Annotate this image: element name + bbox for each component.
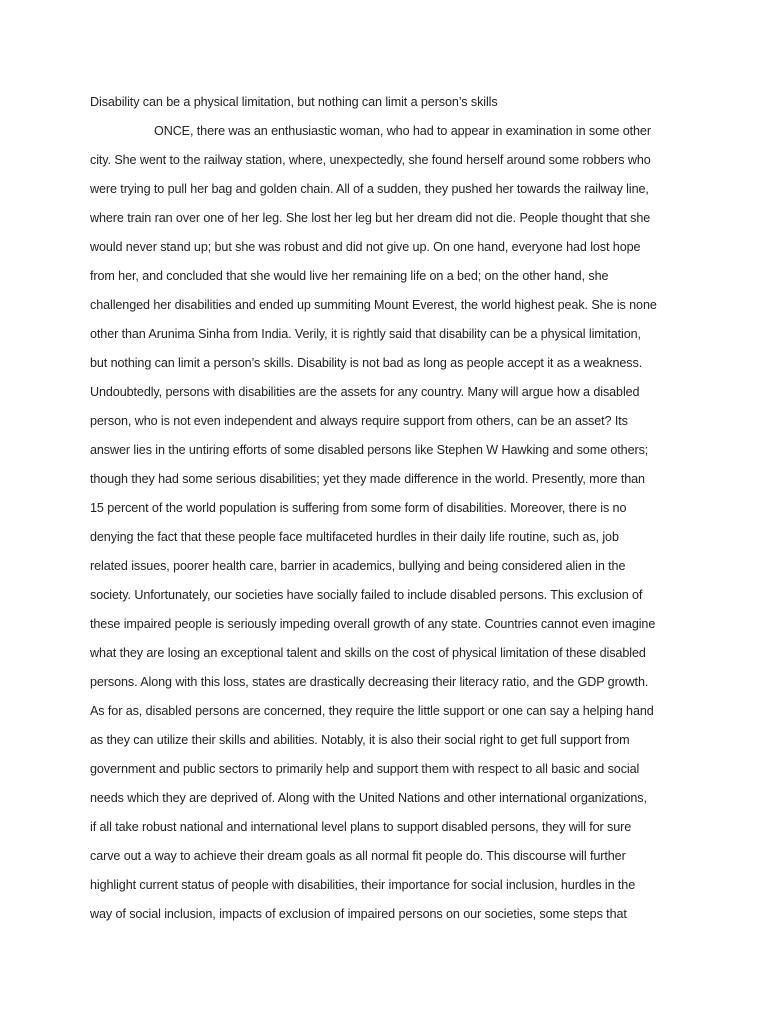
paragraph-line-19: what they are losing an exceptional talent and skills on the cost of physical limitation of these disabled [90,646,646,660]
paragraph-line-27: highlight current status of people with disabilities, their importance for social inclusion, hurdles in the [90,878,636,892]
paragraph-line-14: 15 percent of the world population is suffering from some form of disabilities. Moreover, there is no [90,501,627,515]
paragraph-line-11: person, who is not even independent and always require support from others, can be an asset? Its [90,414,628,428]
paragraph-line-25: if all take robust national and international level plans to support disabled persons, they will for sure [90,820,632,834]
paragraph-line-2: city. She went to the railway station, where, unexpectedly, she found herself around some robbers who [90,153,651,167]
paragraph-line-5: would never stand up; but she was robust and did not give up. On one hand, everyone had lost hope [90,240,641,254]
paragraph-line-28: way of social inclusion, impacts of exclusion of impaired persons on our societies, some steps that [90,907,627,921]
paragraph-line-13: though they had some serious disabilities; yet they made difference in the world. Presently, more than [90,472,645,486]
paragraph-line-18: these impaired people is seriously impeding overall growth of any state. Countries cannot even imagine [90,617,656,631]
paragraph-line-1: ONCE, there was an enthusiastic woman, who had to appear in examination in some other [154,124,651,138]
paragraph-line-9: but nothing can limit a person’s skills. Disability is not bad as long as people accept it as a weakness. [90,356,643,370]
paragraph-line-10: Undoubtedly, persons with disabilities are the assets for any country. Many will argue how a disabled [90,385,640,399]
paragraph-line-6: from her, and concluded that she would live her remaining life on a bed; on the other hand, she [90,269,609,283]
paragraph-line-20: persons. Along with this loss, states are drastically decreasing their literacy ratio, and the GDP growth. [90,675,649,689]
paragraph-line-21: As for as, disabled persons are concerned, they require the little support or one can say a helping hand [90,704,654,718]
paragraph-line-26: carve out a way to achieve their dream goals as all normal fit people do. This discourse will further [90,849,626,863]
paragraph-line-23: government and public sectors to primarily help and support them with respect to all basic and social [90,762,640,776]
paragraph-line-3: were trying to pull her bag and golden chain. All of a sudden, they pushed her towards the railway line, [90,182,649,196]
paragraph-line-16: related issues, poorer health care, barrier in academics, bullying and being considered alien in the [90,559,626,573]
paragraph-line-17: society. Unfortunately, our societies have socially failed to include disabled persons. This exclusion of [90,588,643,602]
paragraph-line-24: needs which they are deprived of. Along with the United Nations and other international organizations, [90,791,647,805]
paragraph-line-22: as they can utilize their skills and abilities. Notably, it is also their social right to get full support from [90,733,630,747]
paragraph-line-4: where train ran over one of her leg. She lost her leg but her dream did not die. People thought that she [90,211,651,225]
paragraph-line-8: other than Arunima Sinha from India. Verily, it is rightly said that disability can be a physical limitation, [90,327,641,341]
paragraph-line-15: denying the fact that these people face multifaceted hurdles in their daily life routine, such as, job [90,530,619,544]
paragraph-line-7: challenged her disabilities and ended up summiting Mount Everest, the world highest peak. She is none [90,298,657,312]
paragraph-line-12: answer lies in the untiring efforts of some disabled persons like Stephen W Hawking and some others; [90,443,649,457]
document-title: Disability can be a physical limitation, but nothing can limit a person’s skills [90,95,498,109]
